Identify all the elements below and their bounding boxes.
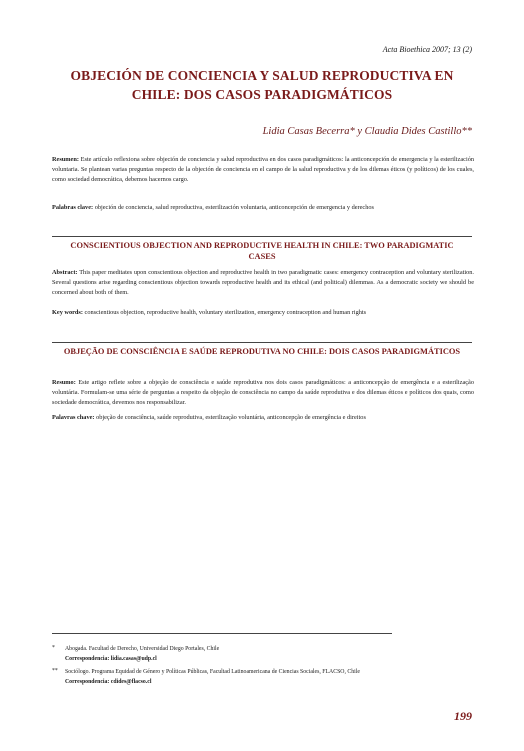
- footnote-1: [65, 645, 473, 664]
- spanish-abstract: [52, 155, 474, 184]
- section-divider: [52, 342, 472, 343]
- spanish-keywords: [52, 203, 474, 213]
- footnote-mark: **: [52, 668, 58, 674]
- footnote-1-correspondence: Correspondencia: lidia.casas@udp.cl: [65, 655, 157, 662]
- journal-reference: Acta Bioethica 2007; 13 (2): [382, 45, 472, 54]
- portuguese-keywords: [52, 413, 474, 423]
- key-words-label: Key words:: [52, 309, 83, 316]
- section-divider: [52, 236, 472, 237]
- key-words-text: conscientious objection, reproductive health, voluntary sterilization, emergency contraception and human rights: [84, 309, 367, 316]
- footnote-2: [65, 668, 473, 687]
- footnote-2-affiliation: Sociólogo. Programa Equidad de Género y Políticas Públicas, Facultad Latinoamericana de Ciencias Sociales, FLACSO, Chile: [65, 669, 360, 675]
- palabras-clave-label: Palabras clave:: [52, 204, 94, 211]
- abstract-label: Abstract:: [52, 269, 78, 276]
- portuguese-title: OBJEÇÃO DE CONSCIÊNCIA E SAÚDE REPRODUTIVA NO CHILE: DOIS CASOS PARADIGMÁTICOS: [63, 347, 461, 356]
- palabras-clave-text: objeción de conciencia, salud reproductiva, esterilización voluntaria, anticoncepción de emergencia y derechos: [94, 204, 374, 211]
- english-abstract: [52, 268, 474, 297]
- footnote-2-correspondence: Correspondencia: cdides@flacso.cl: [65, 678, 152, 685]
- footnote-mark: *: [52, 645, 55, 651]
- palavras-chave-label: Palavras chave:: [52, 414, 95, 421]
- resumen-text: Este artículo reflexiona sobre objeción de conciencia y salud reproductiva en dos casos paradigmáticos: la anticoncepción de emergencia y la esterilización voluntaria. Se plantean varias preguntas respecto de la objeción de conciencia en el campo de la salud reproductiva y de los dilemas éticos (y políticos) de los cuales, como sociedad democrática, debemos hacernos cargo.: [52, 156, 474, 183]
- article-authors: Lidia Casas Becerra* y Claudia Dides Castillo**: [262, 126, 472, 137]
- resumo-text: Este artigo reflete sobre a objeção de consciência e saúde reprodutiva nos dois casos paradigmáticos: a anticoncepção de emergência e a esterilização voluntária. Formulam-se uma série de perguntas a respeito da objeção de consciência no campo da saúde reprodutiva e dos dilemas éticos e políticos dos quais, como sociedade democrática, devemos nos responsabilizar.: [52, 379, 474, 406]
- resumo-label: Resumo:: [52, 379, 76, 386]
- article-title: OBJECIÓN DE CONCIENCIA Y SALUD REPRODUCTIVA EN CHILE: DOS CASOS PARADIGMÁTICOS: [70, 68, 454, 102]
- english-keywords: [52, 308, 474, 318]
- footnote-divider: [52, 633, 392, 634]
- abstract-text: This paper meditates upon conscientious objection and reproductive health in two paradigmatic cases: emergency contraception and voluntary sterilization. Several questions arise regarding conscientious objection towards reproductive health and its ethical (and political) dilemmas. As a democratic society we should be concerned about both of them.: [52, 269, 474, 296]
- resumen-label: Resumen:: [52, 156, 79, 163]
- footnote-1-affiliation: Abogada. Facultad de Derecho, Universidad Diego Portales, Chile: [65, 646, 220, 652]
- page-number: 199: [454, 709, 472, 723]
- english-title: CONSCIENTIOUS OBJECTION AND REPRODUCTIVE HEALTH IN CHILE: TWO PARADIGMATIC CASES: [70, 241, 454, 261]
- portuguese-abstract: [52, 378, 474, 407]
- palavras-chave-text: objeção de consciência, saúde reprodutiva, esterilização voluntária, anticoncepção de emergência e direitos: [96, 414, 366, 421]
